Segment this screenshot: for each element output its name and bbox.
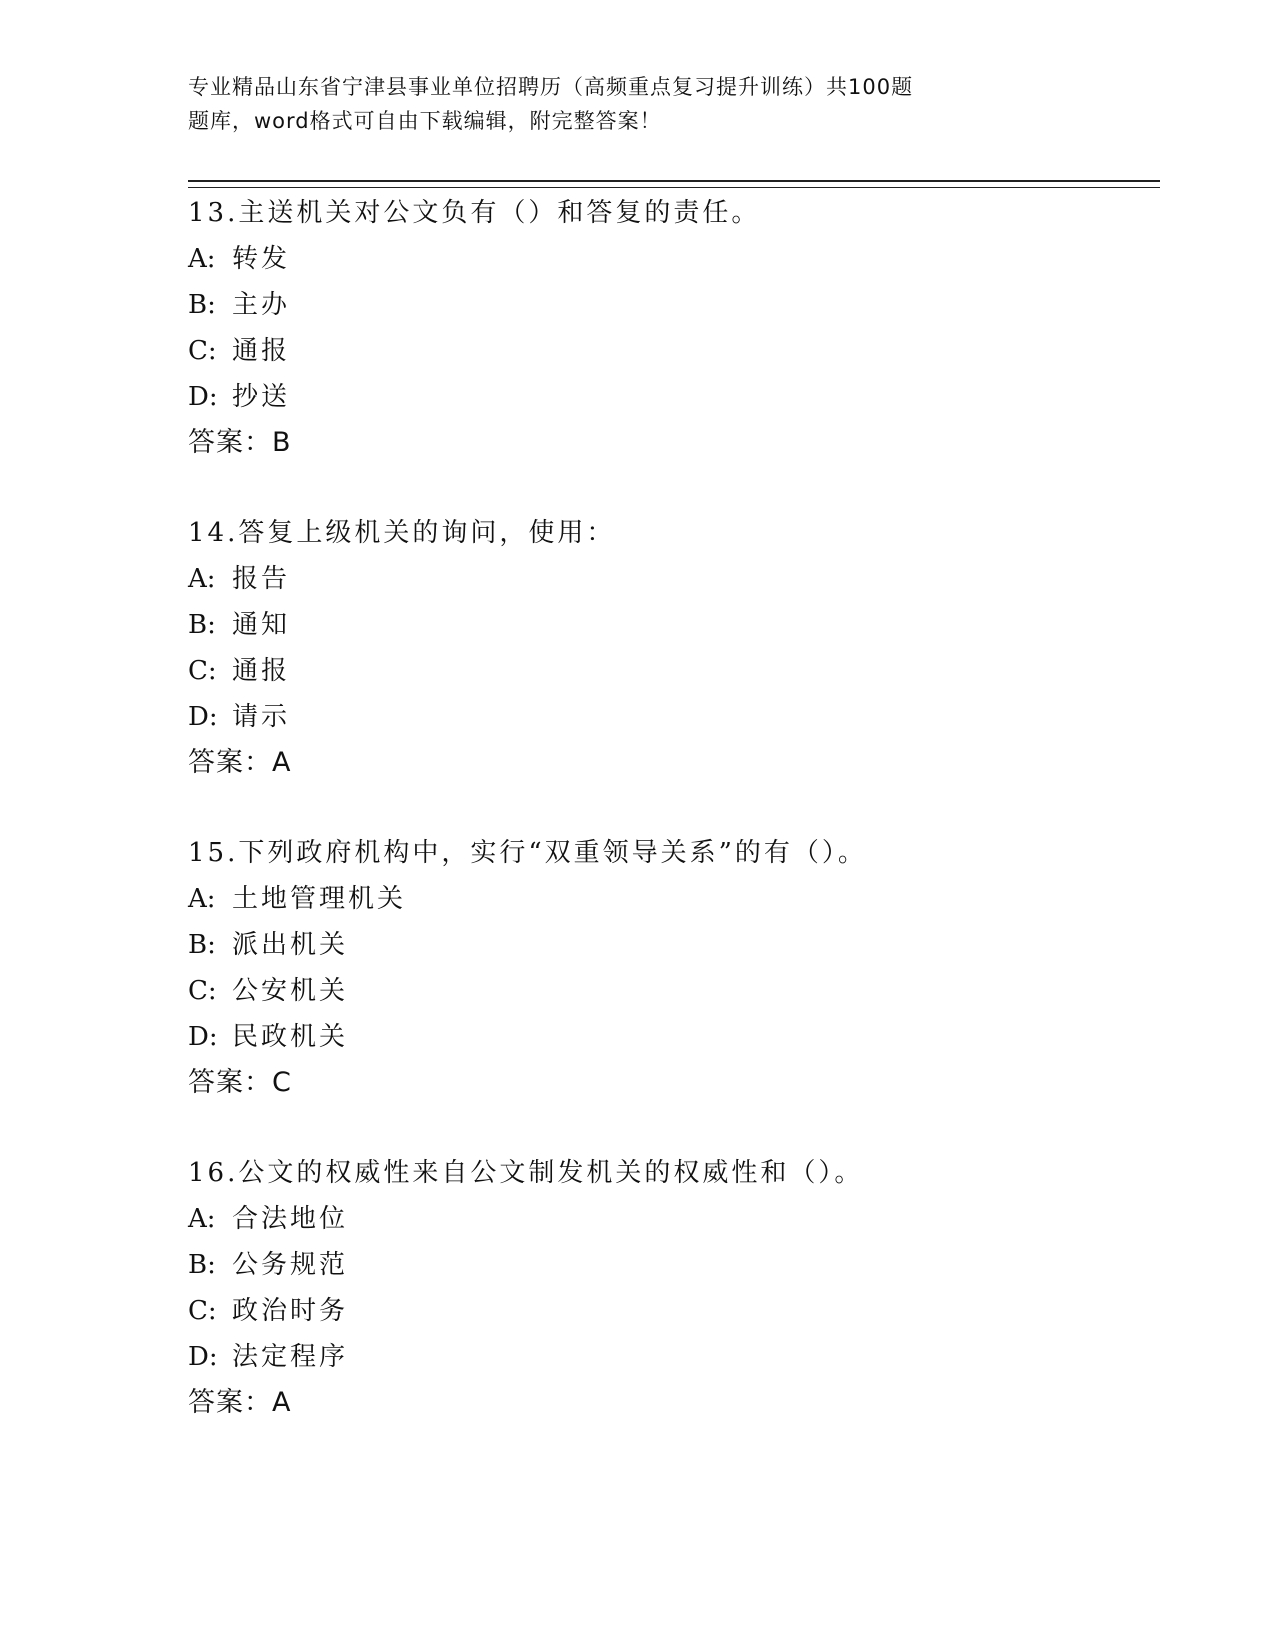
option-letter: C: [188, 1296, 217, 1326]
question-title: 14.答复上级机关的询问，使用： [188, 518, 616, 548]
option-letter: C: [188, 336, 217, 366]
header-divider [188, 180, 1160, 188]
option-text: 公安机关 [232, 976, 349, 1006]
header-line-1: 专业精品山东省宁津县事业单位招聘历（高频重点复习提升训练）共100题 [188, 75, 914, 99]
question-title: 15.下列政府机构中，实行“双重领导关系”的有（）。 [188, 838, 867, 868]
option-letter: D: [188, 382, 218, 412]
question-13 [188, 190, 1148, 510]
option-text: 法定程序 [232, 1342, 349, 1372]
option-c [188, 1288, 1148, 1334]
answer-line: 答案：A [188, 1387, 292, 1418]
option-d [188, 374, 1148, 420]
question-14 [188, 510, 1148, 830]
option-a [188, 876, 1148, 922]
option-text: 请示 [232, 702, 291, 732]
option-letter: A: [188, 1204, 216, 1234]
header-line-2: 题库，word格式可自由下载编辑，附完整答案！ [188, 109, 662, 133]
document-header [188, 70, 1018, 138]
option-text: 通知 [232, 610, 291, 640]
option-b [188, 602, 1148, 648]
option-a [188, 1196, 1148, 1242]
option-letter: C: [188, 656, 217, 686]
option-text: 土地管理机关 [232, 884, 407, 914]
option-letter: B: [188, 290, 216, 320]
option-text: 报告 [232, 564, 291, 594]
option-letter: B: [188, 610, 216, 640]
question-15 [188, 830, 1148, 1150]
question-title: 13.主送机关对公文负有（）和答复的责任。 [188, 198, 761, 228]
option-letter: B: [188, 1250, 216, 1280]
option-text: 主办 [232, 290, 291, 320]
question-16 [188, 1150, 1148, 1470]
answer-line: 答案：A [188, 747, 292, 778]
option-letter: D: [188, 1342, 218, 1372]
option-text: 派出机关 [232, 930, 349, 960]
option-c [188, 648, 1148, 694]
option-text: 转发 [232, 244, 291, 274]
option-d [188, 694, 1148, 740]
option-b [188, 922, 1148, 968]
option-text: 抄送 [232, 382, 291, 412]
option-letter: D: [188, 1022, 218, 1052]
option-b [188, 282, 1148, 328]
option-d [188, 1334, 1148, 1380]
option-letter: B: [188, 930, 216, 960]
question-list [188, 190, 1148, 1470]
option-text: 公务规范 [232, 1250, 349, 1280]
option-text: 通报 [232, 336, 291, 366]
option-a [188, 236, 1148, 282]
option-letter: A: [188, 244, 216, 274]
option-a [188, 556, 1148, 602]
option-d [188, 1014, 1148, 1060]
question-title: 16.公文的权威性来自公文制发机关的权威性和（）。 [188, 1158, 864, 1188]
answer-line: 答案：C [188, 1067, 292, 1098]
option-c [188, 968, 1148, 1014]
option-c [188, 328, 1148, 374]
option-text: 合法地位 [232, 1204, 349, 1234]
option-text: 政治时务 [232, 1296, 349, 1326]
option-letter: A: [188, 884, 216, 914]
option-letter: A: [188, 564, 216, 594]
answer-line: 答案：B [188, 427, 292, 458]
option-text: 民政机关 [232, 1022, 349, 1052]
option-text: 通报 [232, 656, 291, 686]
option-letter: D: [188, 702, 218, 732]
option-b [188, 1242, 1148, 1288]
option-letter: C: [188, 976, 217, 1006]
